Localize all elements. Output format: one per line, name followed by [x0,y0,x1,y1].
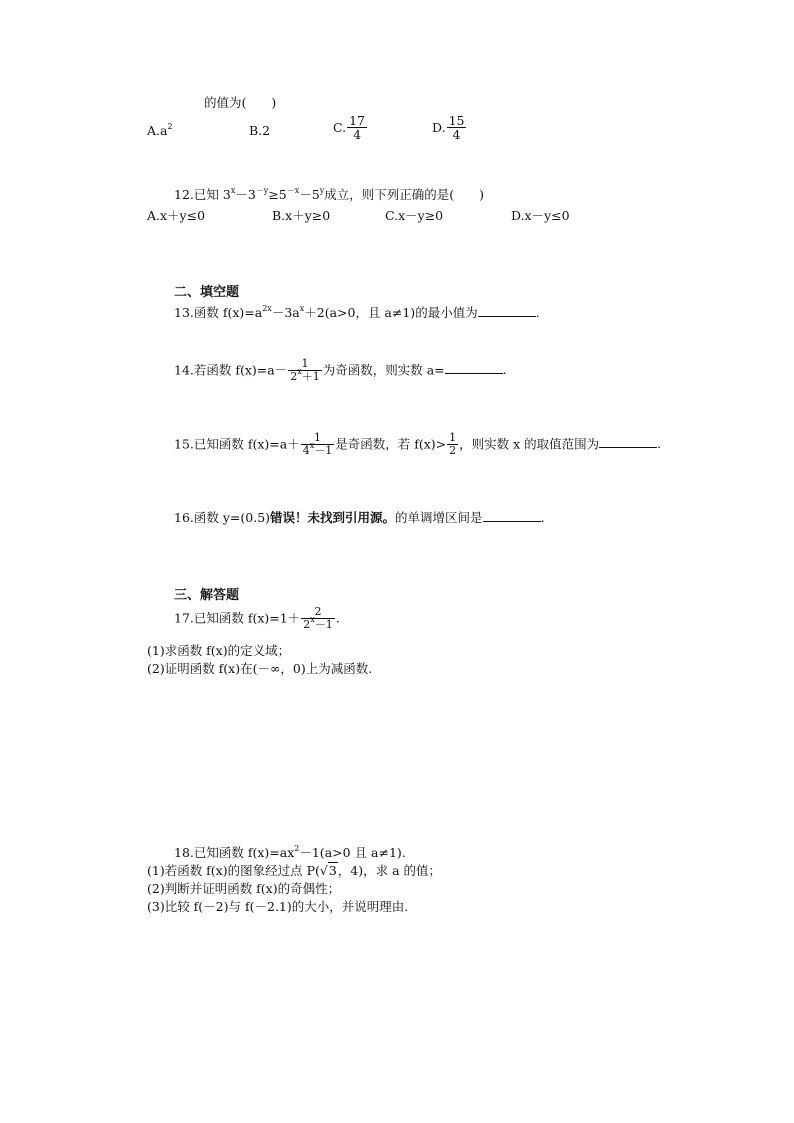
q11-stem-tail: 的值为( ) [204,95,277,110]
q11-option-d-fraction: $\frac{15}{4}$ [448,113,465,142]
q18-sub-2: (2)判断并证明函数 f(x)的奇偶性； [147,881,341,896]
q16-answer-blank[interactable] [483,509,541,522]
q17-stem: 17.已知函数 f(x)=1＋ $\frac{2}{2^x-1}$ . [174,605,340,631]
q16: 16.函数 y=(0.5)错误！未找到引用源。的单调增区间是 . [174,510,545,525]
q18-sub-1: (1)若函数 f(x)的图象经过点 P(√3，4)，求 a 的值； [147,863,442,878]
q18-sub-3: (3)比较 f(－2)与 f(－2.1)的大小，并说明理由. [147,899,409,914]
q13: 13.函数 $f(x)=a^{2x}-3a^x+2(a>0$，且 a≠1)的最小值为 . [174,304,540,320]
q12-option-b: B.x＋y≥0 [272,208,331,223]
q15-half-fraction: $\frac{1}{2}$ [449,431,457,457]
q15-fraction: $\frac{1}{4^x-1}$ [302,431,333,457]
q13-answer-blank[interactable] [478,304,536,317]
q16-error-text: 错误！未找到引用源。 [270,510,396,525]
sqrt-symbol: √3 [319,863,337,878]
q14-answer-blank[interactable] [445,361,503,374]
q15-answer-blank[interactable] [599,435,657,448]
q11-option-d: D. $\frac{15}{4}$ [432,113,465,142]
q15: 15.已知函数 f(x)=a＋ $\frac{1}{4^x-1}$ 是奇函数，若 f(x)> $\frac{1}{2}$ ，则实数 x 的取值范围为 . [174,431,662,457]
q14-fraction: $\frac{1}{2^x+1}$ [290,357,320,383]
q17-sub-2: (2)证明函数 f(x)在(－∞，0)上为减函数. [147,661,373,676]
section-3-title: 三、解答题 [174,588,240,603]
q12-option-d: D.x－y≤0 [511,208,570,223]
section-2-title: 二、填空题 [174,285,240,300]
q11-option-c-fraction: $\frac{17}{4}$ [349,113,365,142]
q12-stem: 12.已知 $3^x-3^{-y}\ge 5^{-x}-5^y$成立，则下列正确的是( ) [174,186,485,202]
q18-stem: 18.已知函数 $f(x)=ax^2-1(a>0$ 且 a≠1). [174,844,406,860]
q11-option-a: $A.a^2$ [147,122,173,138]
q11-option-c: C. $\frac{17}{4}$ [333,113,365,142]
q14: 14.若函数 f(x)=a－ $\frac{1}{2^x+1}$ 为奇函数，则实数 a= . [174,357,507,383]
q11-option-b: B.2 [249,123,271,138]
q12-option-a: A.x＋y≤0 [147,208,206,223]
q12-option-c: C.x－y≥0 [385,208,444,223]
q17-sub-1: (1)求函数 f(x)的定义域； [147,643,291,658]
q17-fraction: $\frac{2}{2^x-1}$ [303,605,333,631]
